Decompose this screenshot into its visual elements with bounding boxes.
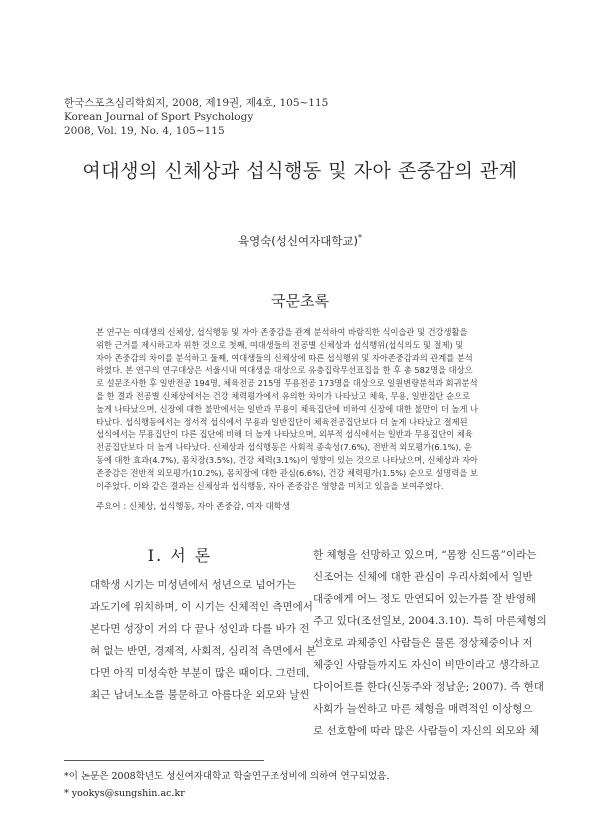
- keywords: 주요어 : 신체상, 섭식행동, 자아 존중감, 여자 대학생: [96, 502, 291, 512]
- abstract-line: 로 설문조사한 후 일반전공 194명, 체육전공 215명 무용전공 173명을 대상으로 일원변량분석과 회귀분석: [96, 378, 478, 389]
- footnote-divider: [64, 760, 264, 761]
- footnote-email: * yookys@sungshin.ac.kr: [64, 788, 185, 799]
- journal-name-english: Korean Journal of Sport Psychology: [64, 111, 254, 123]
- body-column-left: [90, 574, 317, 706]
- abstract-line: 타났다. 섭식행동에서는 정서적 섭식에서 무용과 일반집단이 체육전공집단보다 더 높게 나타났고 절제된: [96, 416, 468, 427]
- body-text-line: 한 체형을 선망하고 있으며, “몸짱 신드롬”이라는: [313, 549, 537, 561]
- abstract-line: 이주었다. 이와 같은 결과는 신체상과 섭식행동, 자아 존중감은 영향을 미치고 있음을 보여주었다.: [96, 480, 444, 491]
- body-text-line: 다면 아직 미성숙한 부분이 많은 때이다. 그런데,: [90, 667, 310, 679]
- journal-header: [64, 96, 328, 138]
- author-name: 육영숙(성신여자대학교): [237, 234, 359, 248]
- journal-citation-korean: 한국스포츠심리학회지, 2008, 제19권, 제4호, 105~115: [64, 97, 329, 109]
- footnote-funding: *이 논문은 2008학년도 성신여자대학교 학술연구조성비에 의하여 연구되었음.: [64, 771, 390, 782]
- footnotes: [64, 768, 389, 802]
- body-text-line: 본다면 성장이 거의 다 끝나 성인과 다를 바가 전: [90, 623, 310, 635]
- body-text-line: 과도기에 위치하며, 이 시기는 신체적인 측면에서: [90, 601, 313, 613]
- body-text-line: 선호로 과체중인 사람들은 물론 정상체중이나 저: [313, 637, 533, 649]
- abstract-line: 동에 대한 효과(4.7%), 몸치장(3.5%), 건강 체력(3.1%)이 영향이 있는 것으로 나타났으며, 신체상과 자아: [96, 454, 478, 465]
- body-text-line: 최근 남녀노소를 불문하고 아름다운 외모와 날씬: [90, 689, 310, 701]
- abstract-line: 전공집단보다 더 높게 나타났다. 신체상과 섭식행동은 사회적 종속성(7.6%), 전반적 외모평가(6.1%), 운: [96, 442, 472, 453]
- body-text-line: 대중에게 어느 정도 만연되어 있는가를 잘 반영해: [313, 593, 536, 605]
- abstract-line: 존중감은 전반적 외모평가(10.2%), 몸치장에 대한 관심(6.6%), 건강 체력평가(1.5%) 순으로 설명력을 보: [96, 467, 478, 478]
- journal-citation-english: 2008, Vol. 19, No. 4, 105~115: [64, 125, 225, 137]
- body-text-line: 주고 있다(조선일보, 2004.3.10). 특히 마른체형의: [313, 615, 547, 627]
- abstract-line: 자아 존중감의 차이를 분석하고 둘째, 여대생들의 신체상에 따른 섭식행위 및 자아존중감과의 관계를 분석: [96, 352, 473, 363]
- body-text-line: 대학생 시기는 미성년에서 성년으로 넘어가는: [90, 579, 297, 591]
- body-text-line: 사회가 늘씬하고 마른 체형을 매력적인 이상형으: [313, 703, 533, 715]
- body-column-right: [313, 544, 547, 742]
- body-text-line: 다이어트를 한다(신동주와 정남운; 2007). 즉 현대: [313, 681, 544, 693]
- body-text-line: 로 선호함에 따라 많은 사람들이 자신의 외모와 체: [313, 725, 540, 737]
- author-mark: *: [358, 233, 363, 243]
- body-text-line: 혀 없는 반면, 경제적, 사회적, 심리적 측면에서 본: [90, 645, 317, 657]
- abstract-line: 위한 근거를 제시하고자 위한 것으로 첫째, 여대생들의 전공별 신체상과 섭식행위(섭식의도 및 절제) 및: [96, 339, 464, 350]
- abstract-line: 높게 나타났으며, 신장에 대한 불만에서는 일반과 무용이 체육집단에 비하여 신장에 대한 불만이 더 높게 나: [96, 403, 479, 414]
- abstract-body: [96, 326, 506, 492]
- paper-title: 여대생의 신체상과 섭식행동 및 자아 존중감의 관계: [82, 160, 518, 182]
- abstract-line: 하였다. 본 연구의 연구대상은 서울시내 여대생을 대상으로 유층집락무선표집을 한 후 총 582명을 대상으: [96, 365, 473, 376]
- abstract-line: 본 연구는 여대생의 신체상, 섭식행동 및 자아 존중감을 관계 분석하여 바람직한 식이습관 및 건강생활을: [96, 327, 468, 337]
- abstract-line: 을 한 결과 전공별 신체상에서는 건강 체력평가에서 유의한 차이가 나타났고 체육, 무용, 일반집단 순으로: [96, 390, 471, 401]
- abstract-heading: 국문초록: [271, 292, 329, 310]
- body-text-line: 체중인 사람들까지도 자신이 비만이라고 생각하고: [313, 659, 540, 671]
- author: [0, 233, 600, 249]
- abstract-line: 섭식에서는 무용집단이 다른 집단에 비해 더 높게 나타났으며, 외부적 섭식에서는 일반과 무용집단이 체육: [96, 429, 473, 440]
- body-text-line: 신조어는 신체에 대한 관심이 우리사회에서 일반: [313, 571, 533, 583]
- section-title: Ⅰ. 서 론: [147, 546, 213, 565]
